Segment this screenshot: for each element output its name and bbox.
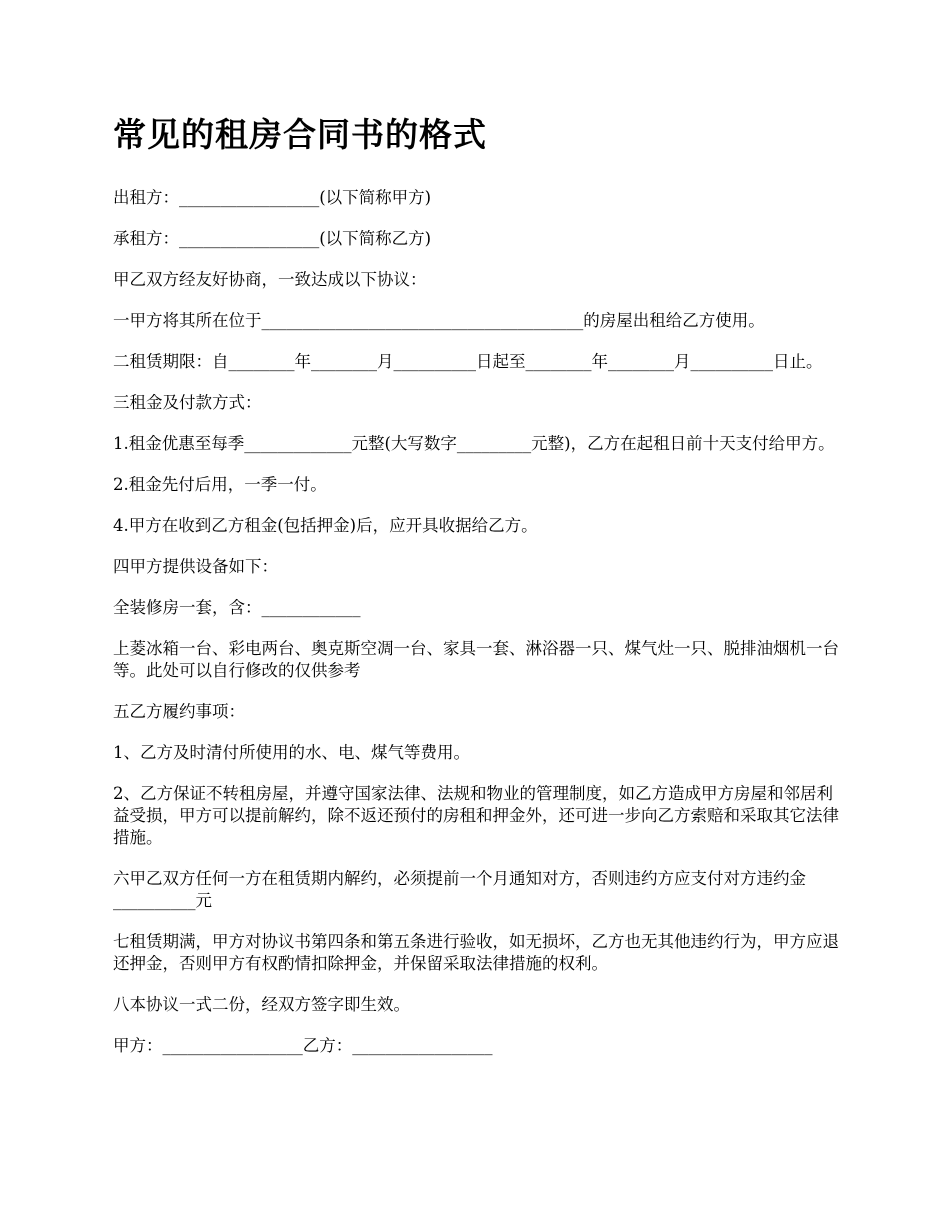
clause-lessee: 承租方：_________________(以下简称乙方) <box>113 229 432 248</box>
clause-5-heading: 五乙方履约事项： <box>113 702 245 721</box>
clause-2-term: 二租赁期限：自________年________月__________日起至________年________月__________日止。 <box>113 352 823 371</box>
clause-8-effect: 八本协议一式二份，经双方签字即生效。 <box>113 995 410 1014</box>
clause-lessor: 出租方：_________________(以下简称甲方) <box>113 188 432 207</box>
signature-line: 甲方：_________________乙方：_________________ <box>113 1036 493 1055</box>
clause-4-heading: 四甲方提供设备如下： <box>113 557 278 576</box>
clause-3-item-2: 2.租金先付后用，一季一付。 <box>113 475 327 494</box>
clause-6-termination: 六甲乙双方任何一方在租赁期内解约，必须提前一个月通知对方，否则违约方应支付对方违约金__________元 <box>113 869 806 910</box>
clause-3-item-1: 1.租金优惠至每季_____________元整(大写数字_________元整)，乙方在起租日前十天支付给甲方。 <box>113 434 835 453</box>
clause-4-item-house: 全装修房一套，含：____________ <box>113 598 361 617</box>
clause-agreement-intro: 甲乙双方经友好协商，一致达成以下协议： <box>113 270 427 289</box>
clause-5-item-2: 2、乙方保证不转租房屋，并遵守国家法律、法规和物业的管理制度，如乙方造成甲方房屋和邻居利益受损，甲方可以提前解约，除不返还预付的房租和押金外，还可进一步向乙方索赔和采取其它法律措施。 <box>113 784 839 847</box>
clause-5-item-1: 1、乙方及时清付所使用的水、电、煤气等费用。 <box>113 743 470 762</box>
document-title: 常见的租房合同书的格式 <box>113 115 487 154</box>
clause-3-heading: 三租金及付款方式： <box>113 393 262 412</box>
clause-4-item-equipment: 上菱冰箱一台、彩电两台、奥克斯空凋一台、家具一套、淋浴器一只、煤气灶一只、脱排油烟机一台等。此处可以自行修改的仅供参考 <box>113 639 839 680</box>
clause-1-property: 一甲方将其所在位于_______________________________________的房屋出租给乙方使用。 <box>113 311 765 330</box>
document-page <box>113 110 848 1076</box>
clause-7-expiry: 七租赁期满，甲方对协议书第四条和第五条进行验收，如无损坏，乙方也无其他违约行为，甲方应退还押金，否则甲方有权酌情扣除押金，并保留采取法律措施的权利。 <box>113 932 839 973</box>
clause-3-item-4: 4.甲方在收到乙方租金(包括押金)后，应开具收据给乙方。 <box>113 516 538 535</box>
